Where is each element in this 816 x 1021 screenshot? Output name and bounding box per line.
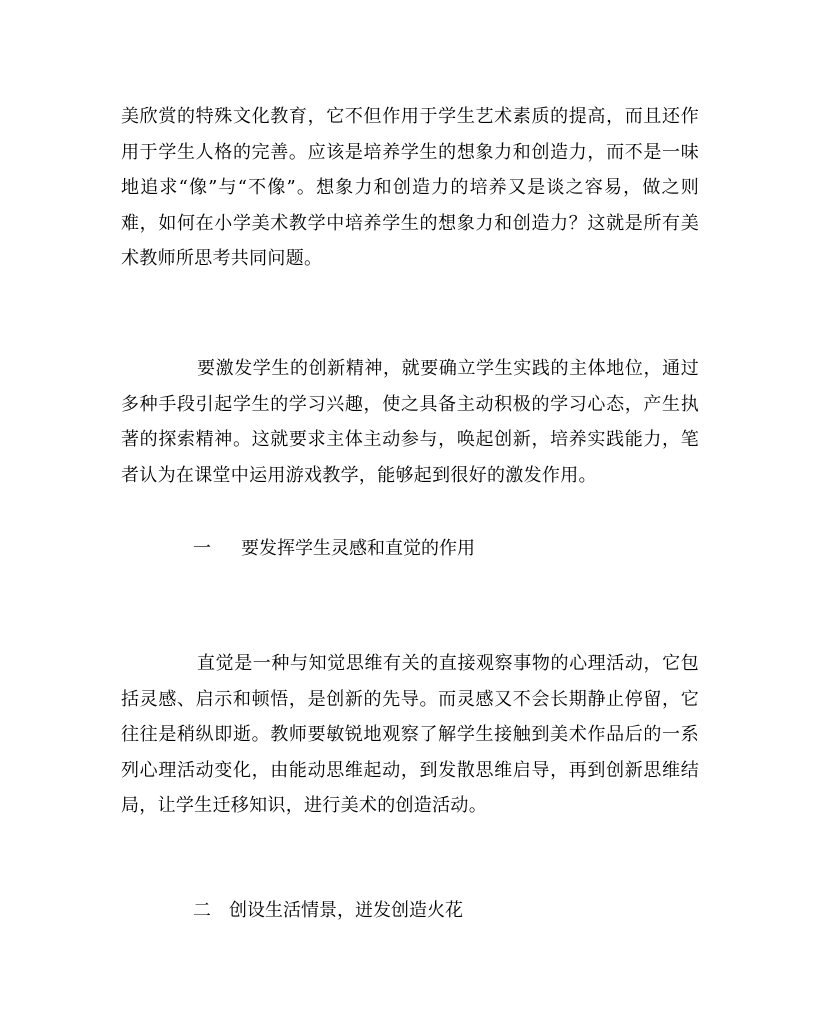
- section-heading-1: [193, 531, 475, 567]
- section-title: 创设生活情景，迸发创造火花: [229, 900, 463, 921]
- paragraph-intuition: 直觉是一种与知觉思维有关的直接观察事物的心理活动，它包括灵感、启示和顿悟，是创新的先导。而灵感又不会长期静止停留，它往往是稍纵即逝。教师要敏锐地观察了解学生接触到美术作品后的一系列心理活动变化，由能动思维起动，到发散思维启导，再到创新思维结局，让学生迁移知识，进行美术的创造活动。: [121, 653, 699, 816]
- paragraph-creative-spirit: 要激发学生的创新精神，就要确立学生实践的主体地位，通过多种手段引起学生的学习兴趣，使之具备主动积极的学习心态，产生执著的探索精神。这就要求主体主动参与，唤起创新，培养实践能力，笔者认为在课堂中运用游戏教学，能够起到很好的激发作用。: [121, 358, 699, 486]
- section-heading-2: [193, 893, 463, 929]
- paragraph-continued: 美欣赏的特殊文化教育，它不但作用于学生艺术素质的提高，而且还作用于学生人格的完善。应该是培养学生的想象力和创造力，而不是一味地追求“像”与“不像”。想象力和创造力的培养又是谈之容易，做之则难，如何在小学美术教学中培养学生的想象力和创造力？这就是所有美术教师所思考共同问题。: [121, 106, 699, 269]
- section-number: 二: [193, 900, 211, 921]
- section-title: 要发挥学生灵感和直觉的作用: [241, 538, 475, 559]
- section-number: 一: [193, 538, 211, 559]
